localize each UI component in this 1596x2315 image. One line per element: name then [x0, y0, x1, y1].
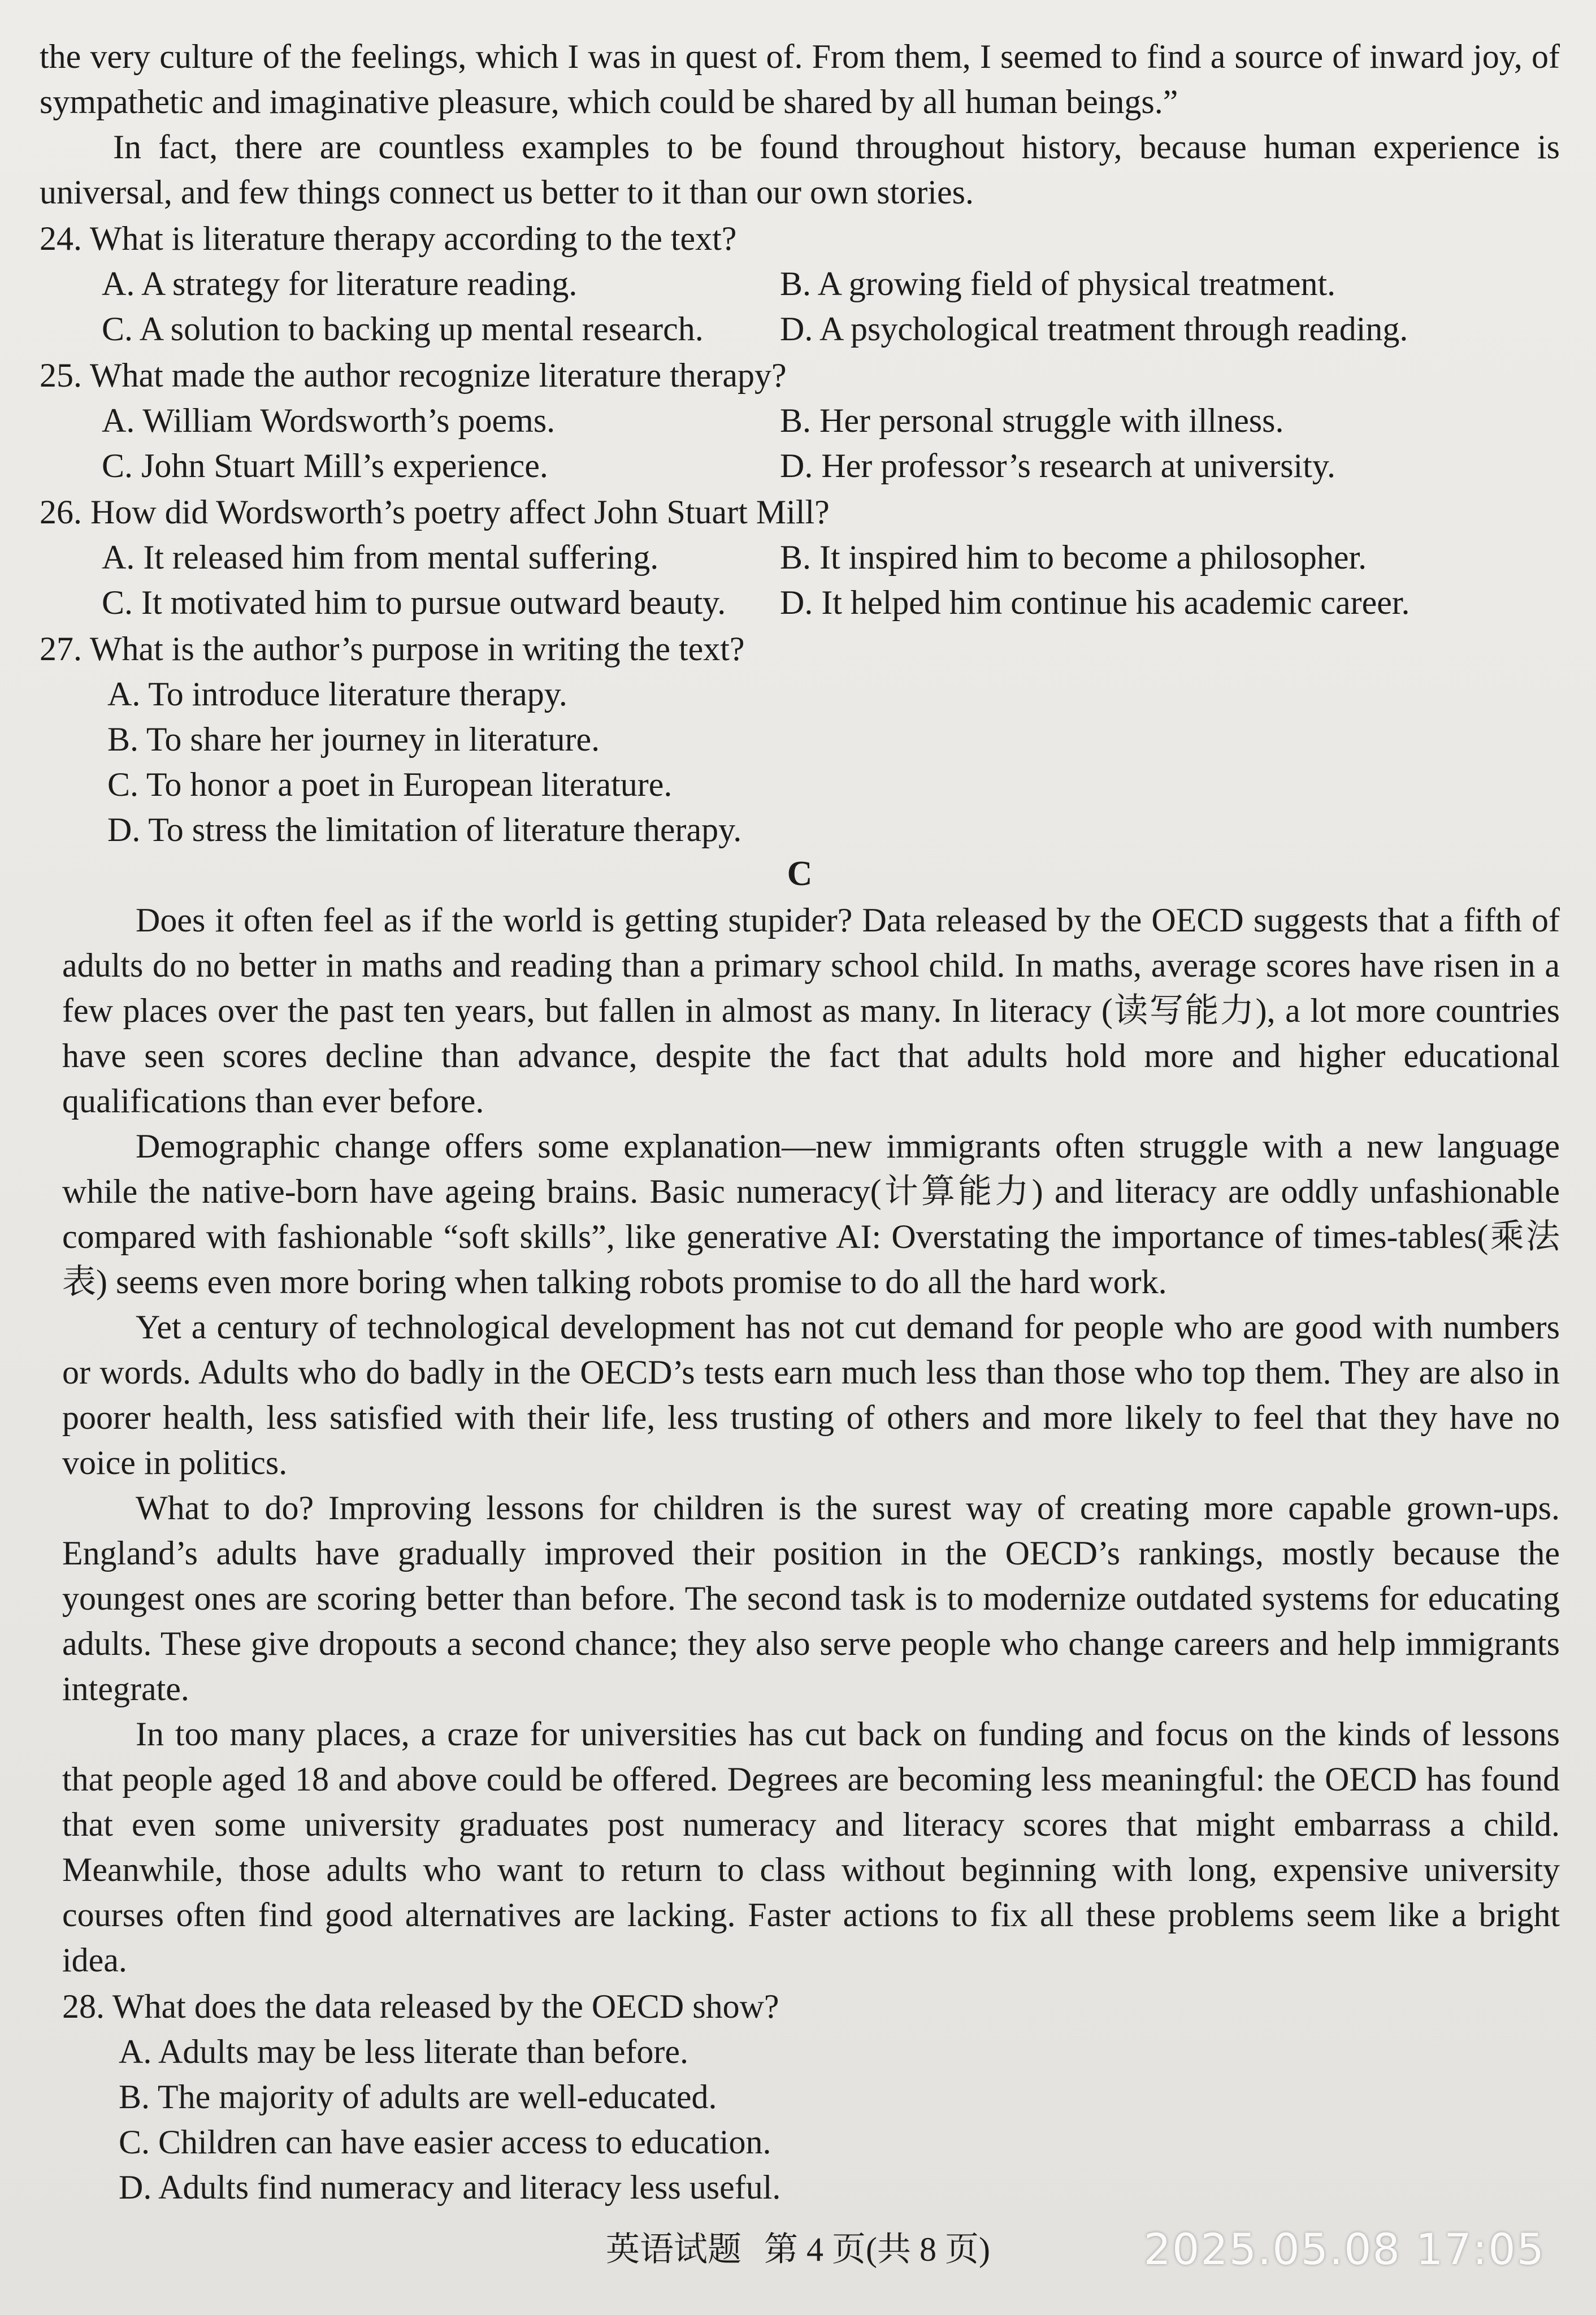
- option-a: A. Adults may be less literate than before.: [119, 2033, 689, 2070]
- question-options: [119, 2029, 1560, 2210]
- passage-b-paragraph: In fact, there are countless examples to be found throughout history, because human experience is universal, and few things connect us better to it than our own stories.: [40, 128, 1560, 211]
- option-c: C. To honor a poet in European literature.: [107, 766, 673, 803]
- option-c: C. John Stuart Mill’s experience.: [102, 447, 548, 484]
- question-27: [40, 626, 1560, 852]
- question-stem: 26. How did Wordsworth’s poetry affect John Stuart Mill?: [40, 493, 830, 531]
- option-d: D. It helped him continue his academic career.: [780, 584, 1410, 621]
- question-options: [102, 535, 1560, 625]
- footer-page-number: 第 4 页(共 8 页): [764, 2231, 990, 2268]
- option-c: C. It motivated him to pursue outward beauty.: [102, 584, 726, 621]
- page-content: [40, 34, 1560, 2210]
- option-b: B. The majority of adults are well-educated.: [119, 2078, 717, 2115]
- option-c: C. Children can have easier access to education.: [119, 2123, 771, 2161]
- question-24: [40, 216, 1560, 352]
- question-options: [102, 398, 1560, 488]
- option-a: A. A strategy for literature reading.: [102, 265, 578, 302]
- passage-c-paragraph: What to do? Improving lessons for children is the surest way of creating more capable grown-ups. England’s adults have gradually improved their position in the OECD’s rankings, mostly because the youngest ones are scoring better than before. The second task is to modernize outdated systems for educating adults. These give dropouts a second chance; they also serve people who change careers and help immigrants integrate.: [62, 1489, 1560, 1707]
- question-stem: 24. What is literature therapy according to the text?: [40, 220, 737, 257]
- passage-c-paragraph: Demographic change offers some explanation—new immigrants often struggle with a new language while the native-born have ageing brains. Basic numeracy(计算能力) and literacy are oddly unfashionable compared with fashionable “soft skills”, like generative AI: Overstating the importance of times-tables(乘法表) seems even more boring when talking robots promise to do all the hard work.: [62, 1128, 1560, 1300]
- question-25: [40, 353, 1560, 488]
- question-stem: 25. What made the author recognize literature therapy?: [40, 357, 787, 394]
- footer-subject: 英语试题: [606, 2231, 742, 2268]
- option-b: B. Her personal struggle with illness.: [780, 402, 1284, 439]
- option-a: A. William Wordsworth’s poems.: [102, 402, 556, 439]
- option-c: C. A solution to backing up mental research.: [102, 310, 704, 348]
- section-c-title: C: [787, 855, 813, 893]
- option-a: A. It released him from mental suffering.: [102, 539, 659, 576]
- passage-c-paragraph: Does it often feel as if the world is getting stupider? Data released by the OECD suggests that a fifth of adults do no better in maths and reading than a primary school child. In maths, average scores have risen in a few places over the past ten years, but fallen in almost as many. In literacy (读写能力), a lot more countries have seen scores decline than advance, despite the fact that adults hold more and higher educational qualifications than ever before.: [62, 901, 1560, 1120]
- passage-c: [40, 898, 1560, 2210]
- option-d: D. Her professor’s research at university.: [780, 447, 1335, 484]
- option-a: A. To introduce literature therapy.: [107, 675, 567, 713]
- question-stem: 28. What does the data released by the OECD show?: [62, 1988, 779, 2025]
- photo-timestamp: 2025.05.08 17:05: [1143, 2224, 1545, 2274]
- option-b: B. To share her journey in literature.: [107, 721, 600, 758]
- question-28: [62, 1984, 1560, 2210]
- question-stem: 27. What is the author’s purpose in writing the text?: [40, 630, 745, 667]
- question-26: [40, 489, 1560, 625]
- option-d: D. To stress the limitation of literature therapy.: [107, 811, 742, 848]
- option-d: D. A psychological treatment through reading.: [780, 310, 1408, 348]
- passage-c-paragraph: Yet a century of technological development has not cut demand for people who are good with numbers or words. Adults who do badly in the OECD’s tests earn much less than those who top them. They are also in poorer health, less satisfied with their life, less trusting of others and more likely to feel that they have no voice in politics.: [62, 1308, 1560, 1481]
- question-options: [107, 671, 1560, 852]
- option-b: B. A growing field of physical treatment.: [780, 265, 1336, 302]
- question-options: [102, 261, 1560, 352]
- passage-c-paragraph: In too many places, a craze for universities has cut back on funding and focus on the kinds of lessons that people aged 18 and above could be offered. Degrees are becoming less meaningful: the OECD has found that even some university graduates post numeracy and literacy scores that might embarrass a child. Meanwhile, those adults who want to return to class without beginning with long, expensive university courses often find good alternatives are lacking. Faster actions to fix all these problems seem like a bright idea.: [62, 1715, 1560, 1979]
- option-d: D. Adults find numeracy and literacy less useful.: [119, 2169, 781, 2206]
- option-b: B. It inspired him to become a philosopher.: [780, 539, 1367, 576]
- passage-b-paragraph: the very culture of the feelings, which I was in quest of. From them, I seemed to find a source of inward joy, of sympathetic and imaginative pleasure, which could be shared by all human beings.”: [40, 38, 1560, 120]
